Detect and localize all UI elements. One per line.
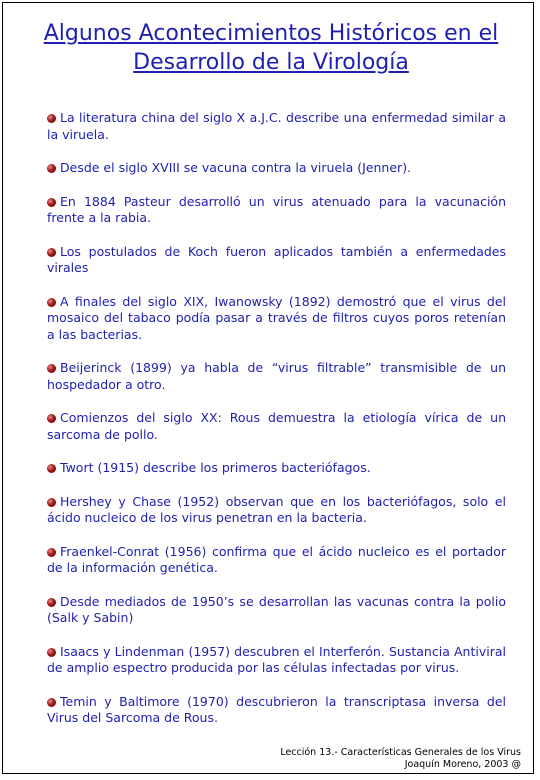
bullet-icon: [47, 164, 56, 173]
footer-author: Joaquín Moreno, 2003 @: [404, 759, 521, 770]
bullet-icon: [47, 698, 56, 707]
bullet-icon: [47, 114, 56, 123]
list-item: [47, 460, 506, 477]
list-item-text: Twort (1915) describe los primeros bacteriófagos.: [60, 460, 371, 475]
list-item-text: Beijerinck (1899) ya habla de “virus filtrable” transmisible de un hospedador a otro.: [47, 360, 506, 392]
bullet-icon: [47, 248, 56, 257]
footer-lesson: Lección 13.- Características Generales de los Virus: [280, 747, 521, 758]
list-item: [47, 110, 506, 143]
page-frame: [2, 2, 534, 774]
list-item-text: A finales del siglo XIX, Iwanowsky (1892) demostró que el virus del mosaico del tabaco podía pasar a través de filtros cuyos poros retenían a las bacterias.: [47, 293, 506, 342]
list-item: [47, 294, 506, 344]
list-item-text: Desde mediados de 1950’s se desarrollan las vacunas contra la polio (Salk y Sabin): [47, 593, 506, 625]
list-item: [47, 160, 506, 177]
list-item: [47, 244, 506, 277]
list-item: [47, 410, 506, 443]
bullet-icon: [47, 548, 56, 557]
bullet-icon: [47, 498, 56, 507]
list-item: [47, 360, 506, 393]
bullet-icon: [47, 648, 56, 657]
bullet-icon: [47, 414, 56, 423]
bullet-icon: [47, 464, 56, 473]
list-item: [47, 644, 506, 677]
list-item-text: Hershey y Chase (1952) observan que en los bacteriófagos, solo el ácido nucleico de los virus penetran en la bacteria.: [47, 493, 506, 525]
bullet-icon: [47, 364, 56, 373]
bullet-icon: [47, 598, 56, 607]
bullet-icon: [47, 298, 56, 307]
bullet-icon: [47, 198, 56, 207]
event-list: [47, 110, 506, 744]
list-item-text: Fraenkel-Conrat (1956) confirma que el ácido nucleico es el portador de la información genética.: [47, 543, 506, 575]
list-item: [47, 594, 506, 627]
list-item: [47, 494, 506, 527]
list-item-text: Temin y Baltimore (1970) descubrieron la transcriptasa inversa del Virus del Sarcoma de Rous.: [47, 693, 506, 725]
list-item: [47, 194, 506, 227]
list-item-text: En 1884 Pasteur desarrolló un virus atenuado para la vacunación frente a la rabia.: [47, 193, 506, 225]
list-item-text: Comienzos del siglo XX: Rous demuestra la etiología vírica de un sarcoma de pollo.: [47, 410, 506, 442]
page-title: Algunos Acontecimientos Históricos en el Desarrollo de la Virología: [43, 21, 499, 75]
list-item-text: Los postulados de Koch fueron aplicados también a enfermedades virales: [47, 243, 506, 275]
list-item-text: Isaacs y Lindenman (1957) descubren el Interferón. Sustancia Antiviral de amplio espectro producida por las células infectadas por virus.: [47, 643, 506, 675]
list-item-text: La literatura china del siglo X a.J.C. describe una enfermedad similar a la viruela.: [47, 110, 506, 142]
list-item: [47, 544, 506, 577]
list-item-text: Desde el siglo XVIII se vacuna contra la viruela (Jenner).: [60, 160, 412, 175]
footer: [280, 747, 521, 771]
list-item: [47, 694, 506, 727]
